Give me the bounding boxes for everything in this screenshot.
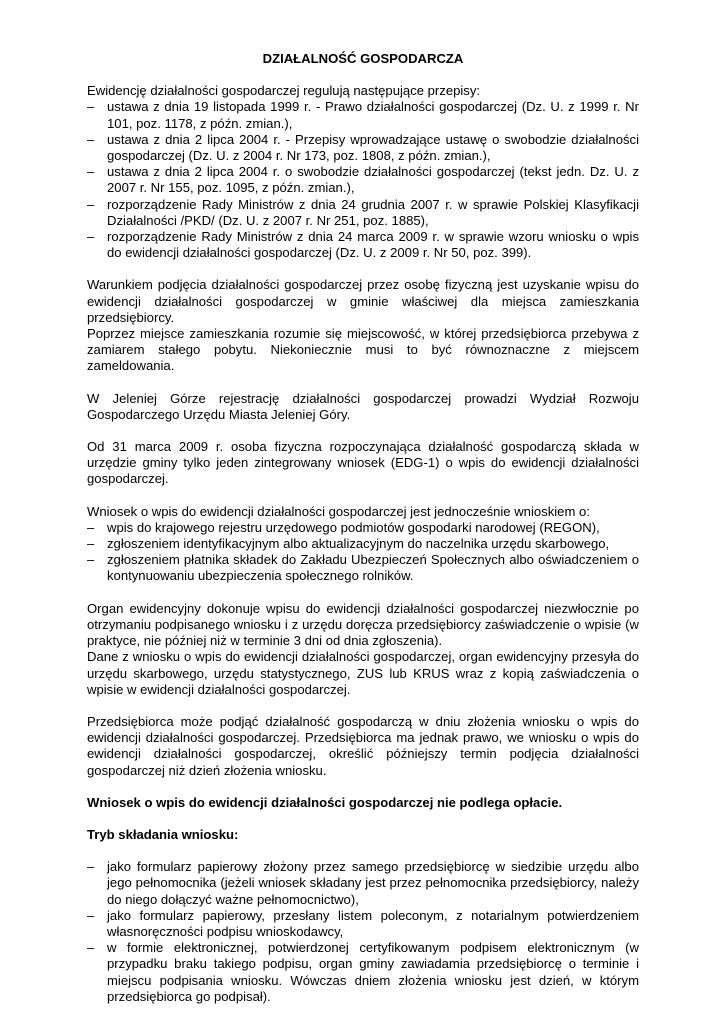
list-item <box>87 164 639 196</box>
list-item <box>87 229 639 261</box>
list-item <box>87 908 639 940</box>
list-item <box>87 132 639 164</box>
list-item-text: jako formularz papierowy, przesłany listem poleconym, z notarialnym potwierdzeniem własnoręczności podpisu wnioskodawcy, <box>107 907 639 939</box>
page-title: DZIAŁALNOŚĆ GOSPODARCZA <box>262 51 464 66</box>
fee-note: Wniosek o wpis do ewidencji działalności gospodarczej nie podlega opłacie. <box>87 794 563 810</box>
list-item-text: wpis do krajowego rejestru urzędowego podmiotów gospodarki narodowej (REGON), <box>107 519 600 535</box>
regulations-list <box>87 99 639 261</box>
dash-bullet: – <box>87 99 95 115</box>
list-item <box>87 197 639 229</box>
list-item-text: rozporządzenie Rady Ministrów z dnia 24 grudnia 2007 r. w sprawie Polskiej Klasyfikacji Działalności /PKD/ (Dz. U. z 2007 r. Nr 251, poz. 1885), <box>107 196 639 228</box>
submission-list <box>87 859 639 1005</box>
dash-bullet: – <box>87 940 95 956</box>
single-application-paragraph: Od 31 marca 2009 r. osoba fizyczna rozpoczynająca działalność gospodarczą składa w urzędzie gminy tylko jeden zintegrowany wniosek (EDG-1) o wpis do ewidencji działalności gospodarczej. <box>87 439 639 487</box>
list-item <box>87 520 639 536</box>
dash-bullet: – <box>87 164 95 180</box>
application-also-intro: Wniosek o wpis do ewidencji działalności gospodarczej jest jednocześnie wnioskiem o: <box>87 503 590 519</box>
regulations-intro: Ewidencję działalności gospodarczej regulują następujące przepisy: <box>87 83 481 99</box>
list-item-text: ustawa z dnia 2 lipca 2004 r. o swobodzie działalności gospodarczej (tekst jedn. Dz. U. z 2007 r. Nr 155, poz. 1095, z późn. zmian.), <box>107 164 639 196</box>
application-also-list <box>87 520 639 585</box>
list-item-text: jako formularz papierowy złożony przez samego przedsiębiorcę w siedzibie urzędu albo jego pełnomocnika (jeżeli wniosek składany jest przez pełnomocnika przedsiębiorcy, należy do niego dołączyć ważne pełnomocnictwo), <box>107 859 639 907</box>
list-item-text: ustawa z dnia 2 lipca 2004 r. - Przepisy wprowadzające ustawę o swobodzie działalności gospodarczej (Dz. U. z 2004 r. Nr 173, poz. 1808, z późn. zmian.), <box>107 131 639 164</box>
document-page <box>87 36 639 1005</box>
dash-bullet: – <box>87 552 95 568</box>
list-item-text: zgłoszeniem płatnika składek do Zakładu Ubezpieczeń Społecznych albo oświadczeniem o kontynuowaniu ubezpieczenia społecznego rolników. <box>107 552 639 584</box>
list-item <box>87 99 639 131</box>
condition-paragraph: Warunkiem podjęcia działalności gospodarczej przez osobę fizyczną jest uzyskanie wpisu do ewidencji działalności gospodarczej w gminie właściwej dla miejsca zamieszkania przedsiębiorcy. <box>87 277 639 325</box>
list-item-text: w formie elektronicznej, potwierdzonej certyfikowanym podpisem elektronicznym (w przypadku braku takiego podpisu, organ gminy zawiadamia przedsiębiorcę o terminie i miejscu podpisania wniosku. Wówczas dniem złożenia wniosku jest dzień, w którym przedsiębiorca go podpisał). <box>107 940 639 1004</box>
dash-bullet: – <box>87 229 95 245</box>
dash-bullet: – <box>87 196 95 212</box>
residence-paragraph: Poprzez miejsce zamieszkania rozumie się miejscowość, w której przedsiębiorca przebywa z zamiarem stałego pobytu. Niekoniecznie musi to być równoznaczne z miejscem zameldowania. <box>87 326 639 374</box>
dash-bullet: – <box>87 131 95 147</box>
list-item <box>87 536 639 552</box>
list-item-text: ustawa z dnia 19 listopada 1999 r. - Prawo działalności gospodarczej (Dz. U. z 1999 r. Nr 101, poz. 1178, z późn. zmian.), <box>107 99 639 131</box>
submission-heading: Tryb składania wniosku: <box>87 826 239 842</box>
dash-bullet: – <box>87 519 95 535</box>
list-item <box>87 940 639 1005</box>
processing-paragraph: Organ ewidencyjny dokonuje wpisu do ewidencji działalności gospodarczej niezwłocznie po otrzymaniu podpisanego wniosku i z urzędu doręcza przedsiębiorcy zaświadczenie o wpisie (w praktyce, nie później niż w terminie 3 dni od dnia zgłoszenia). <box>87 600 639 649</box>
list-item <box>87 552 639 584</box>
dash-bullet: – <box>87 536 95 552</box>
list-item <box>87 859 639 908</box>
dash-bullet: – <box>87 907 95 923</box>
data-transfer-paragraph: Dane z wniosku o wpis do ewidencji działalności gospodarczej, organ ewidencyjny przesyła do urzędu skarbowego, urzędu statystycznego, ZUS lub KRUS wraz z kopią zaświadczenia o wpisie w ewidencji działalności gospodarczej. <box>87 649 639 697</box>
start-date-paragraph: Przedsiębiorca może podjąć działalność gospodarczą w dniu złożenia wniosku o wpis do ewidencji działalności gospodarczej. Przedsiębiorca ma jednak prawo, we wniosku o wpis do ewidencji działalności gospodarczej, określić późniejszy termin podjęcia działalności gospodarczej niż dzień złożenia wniosku. <box>87 713 639 778</box>
list-item-text: zgłoszeniem identyfikacyjnym albo aktualizacyjnym do naczelnika urzędu skarbowego, <box>107 536 610 552</box>
dash-bullet: – <box>87 859 95 875</box>
list-item-text: rozporządzenie Rady Ministrów z dnia 24 marca 2009 r. w sprawie wzoru wniosku o wpis do ewidencji działalności gospodarczej (Dz. U. z 2009 r. Nr 50, poz. 399). <box>107 229 639 261</box>
registration-office-paragraph: W Jeleniej Górze rejestrację działalności gospodarczej prowadzi Wydział Rozwoju Gospodarczego Urzędu Miasta Jeleniej Góry. <box>87 390 639 422</box>
